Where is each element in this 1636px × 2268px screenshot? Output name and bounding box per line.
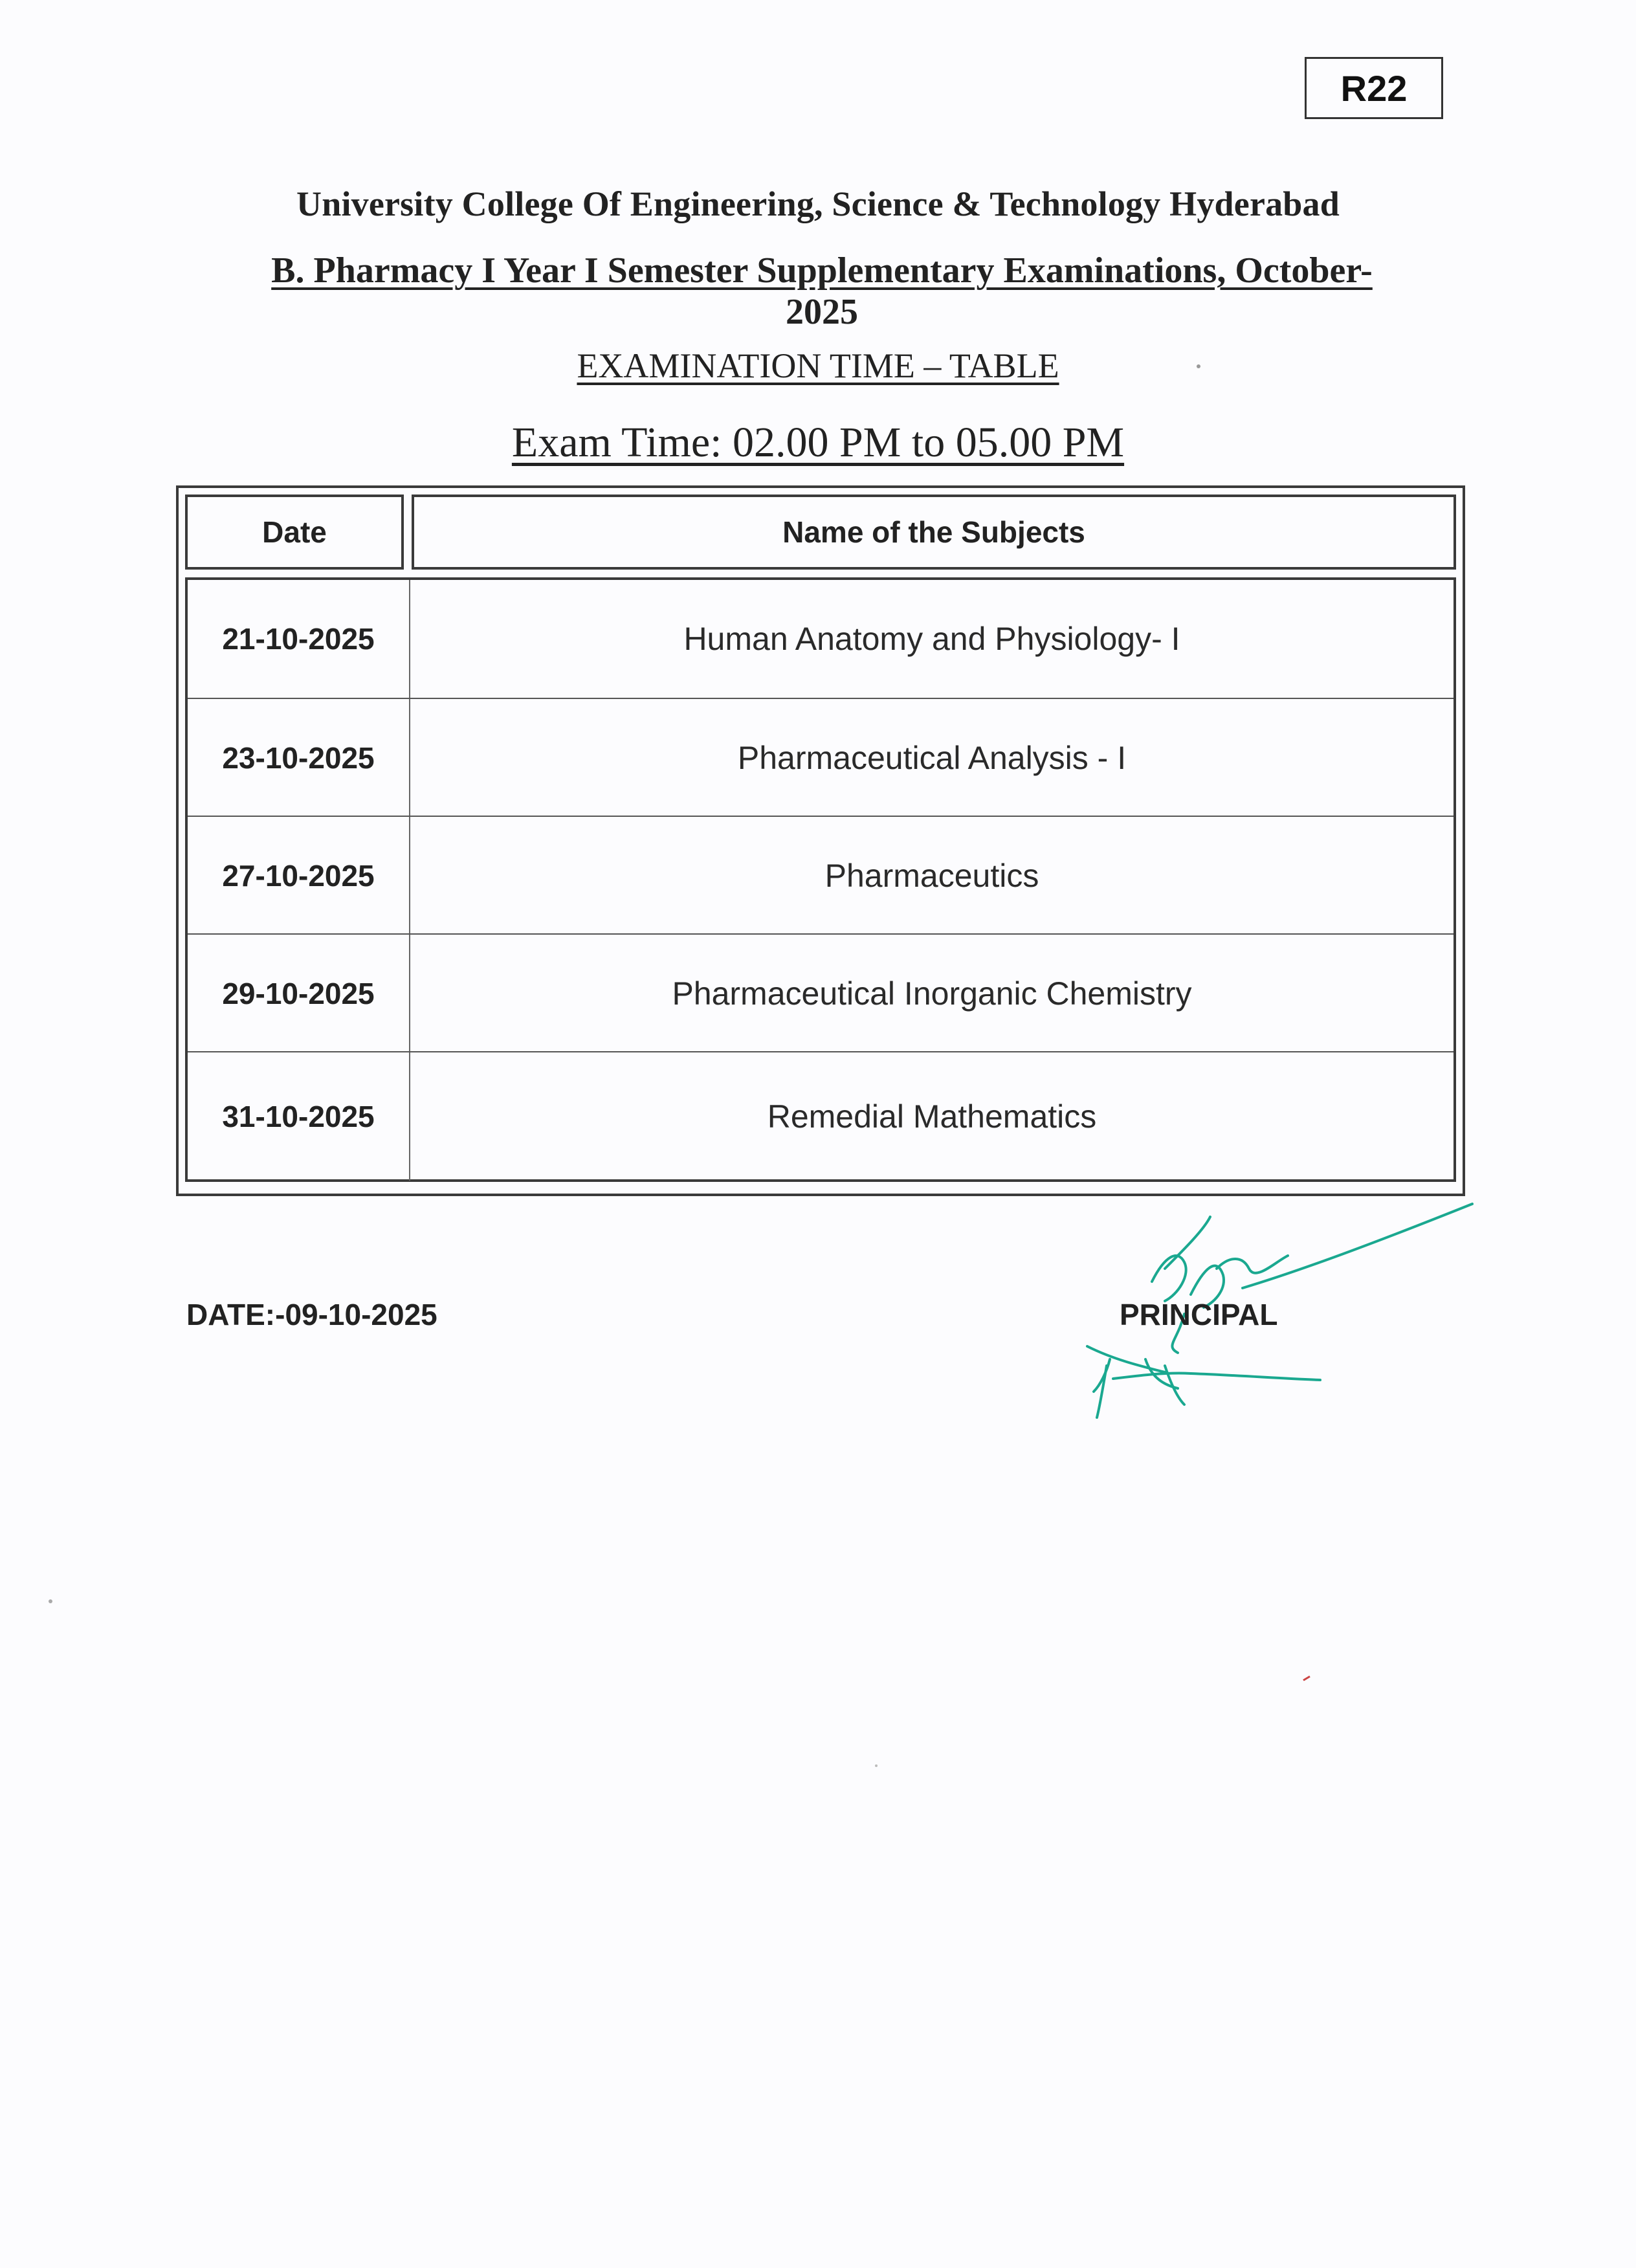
- college-name: University College Of Engineering, Science & Technology Hyderabad: [296, 184, 1340, 223]
- row-date: 27-10-2025: [188, 817, 410, 935]
- issue-date: DATE:-09-10-2025: [186, 1298, 437, 1331]
- exam-name-line2: 2025: [786, 292, 858, 332]
- signatory-title: PRINCIPAL: [1120, 1298, 1278, 1331]
- row-subject: Remedial Mathematics: [767, 1098, 1097, 1135]
- table-row: [188, 1051, 1454, 1181]
- exam-name-line1: B. Pharmacy I Year I Semester Supplementary Examinations, October-: [271, 250, 1373, 291]
- row-subject: Human Anatomy and Physiology- I: [683, 621, 1180, 657]
- row-subject: Pharmaceutics: [824, 858, 1039, 894]
- regulation-code-badge: R22: [1305, 57, 1443, 119]
- timetable-title: [0, 346, 1636, 386]
- row-date: 21-10-2025: [188, 580, 410, 698]
- scan-speck: [875, 1764, 878, 1767]
- table-row: [188, 933, 1454, 1052]
- scan-speck: [49, 1599, 52, 1603]
- table-row: [188, 816, 1454, 935]
- row-date: 31-10-2025: [188, 1052, 410, 1181]
- row-date: 23-10-2025: [188, 699, 410, 817]
- scan-speck: [1303, 1676, 1310, 1680]
- header-subjects: Name of the Subjects: [412, 495, 1456, 570]
- timetable-title-text: EXAMINATION TIME – TABLE: [577, 346, 1059, 385]
- header-date: Date: [185, 495, 404, 570]
- exam-time: [0, 418, 1636, 467]
- timetable: [176, 485, 1465, 1196]
- exam-time-text: Exam Time: 02.00 PM to 05.00 PM: [511, 419, 1125, 466]
- row-subject: Pharmaceutical Inorganic Chemistry: [672, 975, 1192, 1012]
- table-row: [188, 580, 1454, 698]
- row-subject: Pharmaceutical Analysis - I: [737, 740, 1127, 776]
- row-date: 29-10-2025: [188, 935, 410, 1052]
- table-body: [185, 577, 1456, 1182]
- table-row: [188, 698, 1454, 817]
- table-header-row: [185, 495, 1456, 570]
- exam-name: [207, 250, 1437, 333]
